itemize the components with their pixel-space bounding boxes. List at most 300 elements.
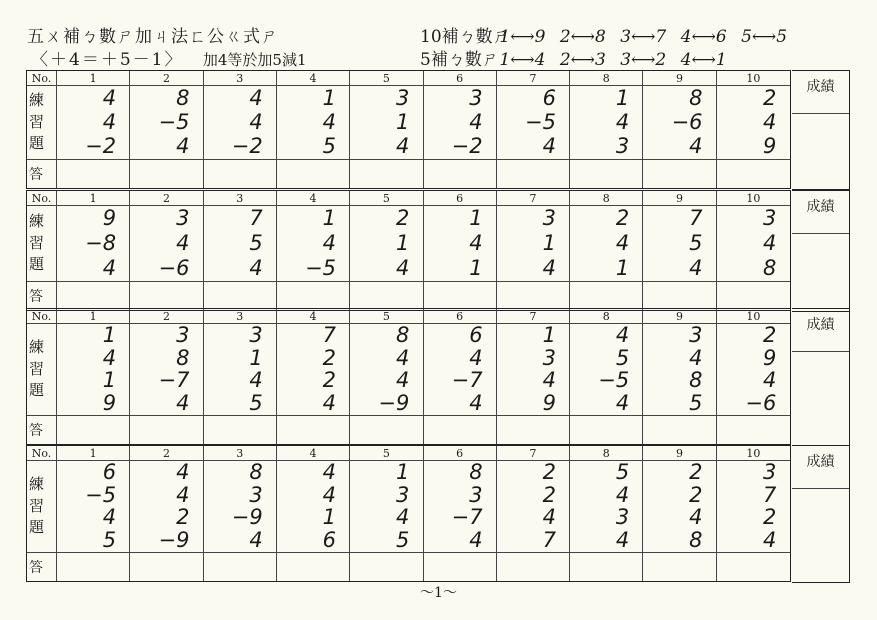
problem-operand: 2 <box>176 505 190 530</box>
problem-operand: 2 <box>322 368 337 393</box>
problem-cell <box>277 324 350 416</box>
problem-cell <box>717 206 790 282</box>
problem-operand: 4 <box>469 391 483 416</box>
problem-cell <box>424 461 497 553</box>
problem-operand: 4 <box>615 322 630 347</box>
problem-operand: 9 <box>762 134 777 159</box>
problem-operand: 4 <box>322 459 337 484</box>
problem-operand: 4 <box>249 528 263 553</box>
problem-operand: 4 <box>176 231 190 255</box>
problem-operand: 2 <box>762 322 777 347</box>
problem-operand: 4 <box>762 528 777 553</box>
problem-number: 1 <box>57 309 130 324</box>
problem-operand: 4 <box>395 505 410 530</box>
problem-operand: 4 <box>542 368 556 393</box>
answer-box[interactable] <box>277 553 350 581</box>
problem-operand: 4 <box>395 368 410 393</box>
problem-operand: 9 <box>762 345 777 370</box>
problem-cell <box>424 206 497 282</box>
problem-operand: 1 <box>395 231 410 255</box>
problem-operand: 3 <box>395 482 410 507</box>
problem-operand: 1 <box>395 459 410 484</box>
problem-operand: 6 <box>469 322 483 347</box>
problem-operand: −2 <box>85 134 117 159</box>
problem-operand: 3 <box>176 322 190 347</box>
complement-5-label: 5補ㄅ數ㄕ <box>420 50 499 70</box>
problem-grid <box>26 70 791 189</box>
problem-operand: 4 <box>542 134 556 159</box>
problem-operand: 4 <box>689 256 703 280</box>
answer-box[interactable] <box>130 160 203 188</box>
answer-box[interactable] <box>643 416 716 444</box>
problem-number: 5 <box>350 191 423 206</box>
problem-operand: 4 <box>762 231 777 255</box>
problem-operand: 5 <box>689 391 703 416</box>
answer-box[interactable] <box>277 282 350 310</box>
problem-number: 9 <box>643 191 716 206</box>
problem-number: 5 <box>350 309 423 324</box>
problem-operand: 3 <box>689 322 703 347</box>
problem-operand: 1 <box>542 322 556 347</box>
problem-number: 6 <box>424 191 497 206</box>
answer-box[interactable] <box>130 416 203 444</box>
problem-cell <box>204 461 277 553</box>
complement-5-row <box>420 45 736 70</box>
problem-operand: 4 <box>615 528 630 553</box>
problem-operand: 7 <box>689 206 703 230</box>
problem-operand: 4 <box>615 231 630 255</box>
problem-operand: 4 <box>762 109 777 134</box>
problem-operand: 6 <box>322 528 337 553</box>
problem-operand: −5 <box>598 368 630 393</box>
problem-operand: 3 <box>469 85 483 110</box>
problem-operand: 2 <box>542 482 556 507</box>
problem-number: 1 <box>57 446 130 461</box>
problem-operand: 1 <box>542 231 556 255</box>
problem-number: 5 <box>350 446 423 461</box>
answer-box[interactable] <box>204 416 277 444</box>
problem-operand: 5 <box>102 528 117 553</box>
problem-cell <box>57 86 130 160</box>
problem-number: 10 <box>717 191 790 206</box>
problem-operand: 4 <box>249 368 263 393</box>
worksheet-title: 五ㄨ補ㄅ數ㄕ加ㄐ法ㄈ公ㄍ式ㄕ <box>27 27 279 47</box>
problem-operand: 8 <box>249 459 263 484</box>
practice-label-char: 習 <box>29 496 45 515</box>
answer-label: 答 <box>27 416 57 444</box>
problem-operand: 4 <box>469 345 483 370</box>
problem-operand: 5 <box>249 231 263 255</box>
score-box[interactable] <box>792 190 850 312</box>
score-label: 成績 <box>792 71 849 114</box>
problem-operand: −6 <box>745 391 777 416</box>
problem-operand: 4 <box>469 109 483 134</box>
problem-number: 7 <box>497 191 570 206</box>
problem-grid <box>26 190 791 311</box>
problem-operand: 4 <box>249 85 263 110</box>
problem-operand: 1 <box>102 322 117 347</box>
answer-box[interactable] <box>717 282 790 310</box>
problem-operand: 7 <box>249 206 263 230</box>
problem-number: 10 <box>717 71 790 86</box>
problem-cell <box>717 461 790 553</box>
answer-box[interactable] <box>643 160 716 188</box>
practice-label <box>27 206 57 282</box>
problem-operand: 4 <box>542 505 556 530</box>
problem-operand: 3 <box>542 345 556 370</box>
answer-box[interactable] <box>350 416 423 444</box>
practice-label-char: 題 <box>29 134 45 153</box>
problem-cell <box>643 86 716 160</box>
problem-number: 3 <box>204 309 277 324</box>
problem-operand: 8 <box>762 256 777 280</box>
problem-operand: 1 <box>615 256 630 280</box>
answer-box[interactable] <box>424 160 497 188</box>
answer-box[interactable] <box>57 553 130 581</box>
problem-operand: 4 <box>102 505 117 530</box>
score-box[interactable] <box>792 70 850 190</box>
answer-box[interactable] <box>717 553 790 581</box>
answer-box[interactable] <box>497 416 570 444</box>
problem-operand: 5 <box>249 391 263 416</box>
problem-cell <box>424 86 497 160</box>
problem-number: 9 <box>643 446 716 461</box>
problem-operand: 2 <box>395 206 410 230</box>
score-box[interactable] <box>792 308 850 446</box>
problem-operand: 3 <box>542 206 556 230</box>
problem-operand: 1 <box>395 109 410 134</box>
problem-cell <box>717 86 790 160</box>
formula: 〈＋4＝＋5－1〉 <box>31 50 184 70</box>
problem-operand: 4 <box>102 109 117 134</box>
problem-operand: −7 <box>451 505 483 530</box>
problem-operand: 3 <box>762 459 777 484</box>
problem-cell <box>277 461 350 553</box>
problem-operand: 4 <box>689 134 703 159</box>
practice-label <box>27 461 57 553</box>
no-header: No. <box>27 191 57 206</box>
problem-number: 4 <box>277 191 350 206</box>
problem-operand: 1 <box>322 206 337 230</box>
answer-box[interactable] <box>717 416 790 444</box>
problem-operand: 4 <box>322 231 337 255</box>
problem-operand: 7 <box>322 322 337 347</box>
problem-operand: 4 <box>176 459 190 484</box>
practice-label <box>27 86 57 160</box>
answer-box[interactable] <box>424 282 497 310</box>
problem-operand: 4 <box>395 345 410 370</box>
complement-pair: 3⟷2 <box>620 50 667 70</box>
no-header: No. <box>27 71 57 86</box>
problem-operand: 4 <box>762 368 777 393</box>
problem-operand: 7 <box>762 482 777 507</box>
complement-pair: 4⟷1 <box>680 50 727 70</box>
problem-cell <box>350 206 423 282</box>
page-number: ～1～ <box>420 585 457 601</box>
practice-label-char: 習 <box>29 233 45 252</box>
problem-cell <box>570 206 643 282</box>
answer-box[interactable] <box>57 416 130 444</box>
practice-label-char: 題 <box>29 255 45 274</box>
problem-cell <box>130 461 203 553</box>
answer-box[interactable] <box>424 416 497 444</box>
answer-box[interactable] <box>570 416 643 444</box>
problem-operand: 1 <box>249 345 263 370</box>
problem-operand: 4 <box>102 85 117 110</box>
problem-operand: 8 <box>395 322 410 347</box>
problem-operand: 5 <box>615 345 630 370</box>
practice-label-char: 習 <box>29 359 45 378</box>
formula-line <box>31 45 307 70</box>
answer-box[interactable] <box>570 160 643 188</box>
problem-number: 7 <box>497 446 570 461</box>
complement-10-row <box>420 22 796 47</box>
problem-number: 6 <box>424 309 497 324</box>
complement-pair: 1⟷4 <box>499 50 546 70</box>
problem-operand: 2 <box>615 206 630 230</box>
problem-operand: 3 <box>176 206 190 230</box>
problem-operand: 4 <box>615 391 630 416</box>
complement-pair: 4⟷6 <box>680 27 727 47</box>
problem-cell <box>277 206 350 282</box>
problem-cell <box>204 324 277 416</box>
problem-number: 10 <box>717 309 790 324</box>
complement-pair: 3⟷7 <box>620 27 667 47</box>
problem-cell <box>350 461 423 553</box>
problem-cell <box>130 206 203 282</box>
answer-box[interactable] <box>204 282 277 310</box>
problem-operand: 4 <box>102 256 117 280</box>
problem-operand: −9 <box>231 505 263 530</box>
problem-operand: 4 <box>249 256 263 280</box>
answer-box[interactable] <box>277 160 350 188</box>
problem-operand: 4 <box>615 482 630 507</box>
answer-box[interactable] <box>57 160 130 188</box>
problem-number: 2 <box>130 309 203 324</box>
answer-box[interactable] <box>350 282 423 310</box>
problem-cell <box>57 324 130 416</box>
problem-cell <box>57 461 130 553</box>
problem-number: 4 <box>277 309 350 324</box>
problem-operand: 5 <box>322 134 337 159</box>
problem-operand: 4 <box>322 109 337 134</box>
problem-cell <box>570 461 643 553</box>
problem-cell <box>277 86 350 160</box>
practice-label-char: 練 <box>29 90 45 109</box>
problem-operand: 1 <box>322 505 337 530</box>
problem-number: 2 <box>130 71 203 86</box>
problem-operand: 1 <box>615 85 630 110</box>
problem-operand: −7 <box>451 368 483 393</box>
complement-pair: 2⟷8 <box>559 27 606 47</box>
practice-label-char: 練 <box>29 474 45 493</box>
answer-box[interactable] <box>350 160 423 188</box>
problem-operand: 4 <box>395 134 410 159</box>
problem-operand: 2 <box>542 459 556 484</box>
problem-operand: −6 <box>671 109 703 134</box>
problem-operand: 4 <box>542 256 556 280</box>
problem-operand: 4 <box>689 345 703 370</box>
problem-operand: −5 <box>305 256 337 280</box>
answer-box[interactable] <box>130 553 203 581</box>
answer-box[interactable] <box>204 160 277 188</box>
problem-number: 4 <box>277 71 350 86</box>
practice-label-char: 題 <box>29 381 45 400</box>
problem-number: 5 <box>350 71 423 86</box>
problem-number: 8 <box>570 191 643 206</box>
problem-operand: 5 <box>615 459 630 484</box>
problem-number: 7 <box>497 71 570 86</box>
problem-cell <box>350 86 423 160</box>
complement-10-label: 10補ㄅ數ㄕ <box>420 27 510 47</box>
problem-number: 9 <box>643 71 716 86</box>
problem-operand: 4 <box>102 345 117 370</box>
practice-label <box>27 324 57 416</box>
problem-operand: 4 <box>176 134 190 159</box>
problem-number: 2 <box>130 191 203 206</box>
problem-operand: 5 <box>689 231 703 255</box>
problem-operand: 3 <box>395 85 410 110</box>
problem-operand: 3 <box>615 134 630 159</box>
problem-cell <box>643 324 716 416</box>
problem-cell <box>497 461 570 553</box>
score-box[interactable] <box>792 445 850 583</box>
problem-operand: −5 <box>158 109 190 134</box>
practice-label-char: 練 <box>29 337 45 356</box>
answer-box[interactable] <box>130 282 203 310</box>
problem-operand: 4 <box>322 391 337 416</box>
problem-cell <box>497 86 570 160</box>
problem-grid <box>26 445 791 582</box>
problem-grid <box>26 308 791 445</box>
problem-cell <box>57 206 130 282</box>
problem-operand: −2 <box>451 134 483 159</box>
problem-operand: 8 <box>689 528 703 553</box>
answer-box[interactable] <box>277 416 350 444</box>
answer-box[interactable] <box>424 553 497 581</box>
answer-box[interactable] <box>497 282 570 310</box>
answer-box[interactable] <box>497 553 570 581</box>
problem-cell <box>570 86 643 160</box>
problem-operand: 8 <box>176 85 190 110</box>
problem-cell <box>717 324 790 416</box>
practice-label-char: 練 <box>29 211 45 230</box>
problem-operand: 8 <box>689 85 703 110</box>
problem-operand: −7 <box>158 368 190 393</box>
complement-pair: 1⟷9 <box>499 27 546 47</box>
answer-box[interactable] <box>497 160 570 188</box>
problem-operand: −6 <box>158 256 190 280</box>
answer-box[interactable] <box>350 553 423 581</box>
problem-operand: −8 <box>85 231 117 255</box>
problem-operand: 4 <box>395 256 410 280</box>
problem-operand: 4 <box>689 505 703 530</box>
problem-operand: 8 <box>689 368 703 393</box>
problem-operand: 9 <box>102 391 117 416</box>
answer-box[interactable] <box>643 282 716 310</box>
problem-operand: 4 <box>469 231 483 255</box>
problem-operand: −9 <box>378 391 410 416</box>
problem-operand: 6 <box>542 85 556 110</box>
problem-number: 8 <box>570 446 643 461</box>
problem-number: 1 <box>57 71 130 86</box>
answer-label: 答 <box>27 282 57 310</box>
answer-label: 答 <box>27 160 57 188</box>
problem-operand: 9 <box>542 391 556 416</box>
problem-operand: 3 <box>249 482 263 507</box>
problem-operand: 6 <box>102 459 117 484</box>
problem-operand: 4 <box>469 528 483 553</box>
problem-operand: 8 <box>469 459 483 484</box>
answer-box[interactable] <box>570 282 643 310</box>
problem-number: 3 <box>204 191 277 206</box>
problem-cell <box>204 86 277 160</box>
problem-operand: 3 <box>249 322 263 347</box>
score-label: 成績 <box>792 446 849 489</box>
problem-operand: 1 <box>469 206 483 230</box>
answer-box[interactable] <box>643 553 716 581</box>
problem-operand: 2 <box>689 459 703 484</box>
problem-cell <box>424 324 497 416</box>
problem-number: 8 <box>570 309 643 324</box>
problem-operand: −5 <box>524 109 556 134</box>
problem-number: 3 <box>204 71 277 86</box>
problem-number: 8 <box>570 71 643 86</box>
problem-operand: 7 <box>542 528 556 553</box>
problem-number: 6 <box>424 446 497 461</box>
problem-operand: 2 <box>322 345 337 370</box>
problem-operand: 5 <box>395 528 410 553</box>
score-label: 成績 <box>792 309 849 352</box>
problem-operand: 4 <box>176 482 190 507</box>
no-header: No. <box>27 309 57 324</box>
problem-operand: 1 <box>322 85 337 110</box>
problem-operand: −9 <box>158 528 190 553</box>
problem-operand: 3 <box>762 206 777 230</box>
problem-operand: 3 <box>469 482 483 507</box>
answer-box[interactable] <box>570 553 643 581</box>
problem-operand: 4 <box>615 109 630 134</box>
problem-number: 2 <box>130 446 203 461</box>
answer-box[interactable] <box>717 160 790 188</box>
problem-cell <box>130 86 203 160</box>
problem-operand: 2 <box>689 482 703 507</box>
problem-operand: 3 <box>615 505 630 530</box>
problem-number: 7 <box>497 309 570 324</box>
problem-number: 3 <box>204 446 277 461</box>
problem-cell <box>643 461 716 553</box>
problem-operand: −2 <box>231 134 263 159</box>
worksheet-header <box>0 0 877 68</box>
problem-operand: 9 <box>102 206 117 230</box>
answer-box[interactable] <box>57 282 130 310</box>
no-header: No. <box>27 446 57 461</box>
problem-number: 9 <box>643 309 716 324</box>
problem-cell <box>130 324 203 416</box>
problem-operand: 2 <box>762 505 777 530</box>
problem-cell <box>570 324 643 416</box>
problem-operand: 2 <box>762 85 777 110</box>
problem-cell <box>204 206 277 282</box>
practice-label-char: 題 <box>29 518 45 537</box>
problem-operand: 1 <box>469 256 483 280</box>
problem-operand: 4 <box>249 109 263 134</box>
problem-operand: 8 <box>176 345 190 370</box>
problem-cell <box>497 324 570 416</box>
answer-box[interactable] <box>204 553 277 581</box>
practice-label-char: 習 <box>29 112 45 131</box>
problem-cell <box>643 206 716 282</box>
